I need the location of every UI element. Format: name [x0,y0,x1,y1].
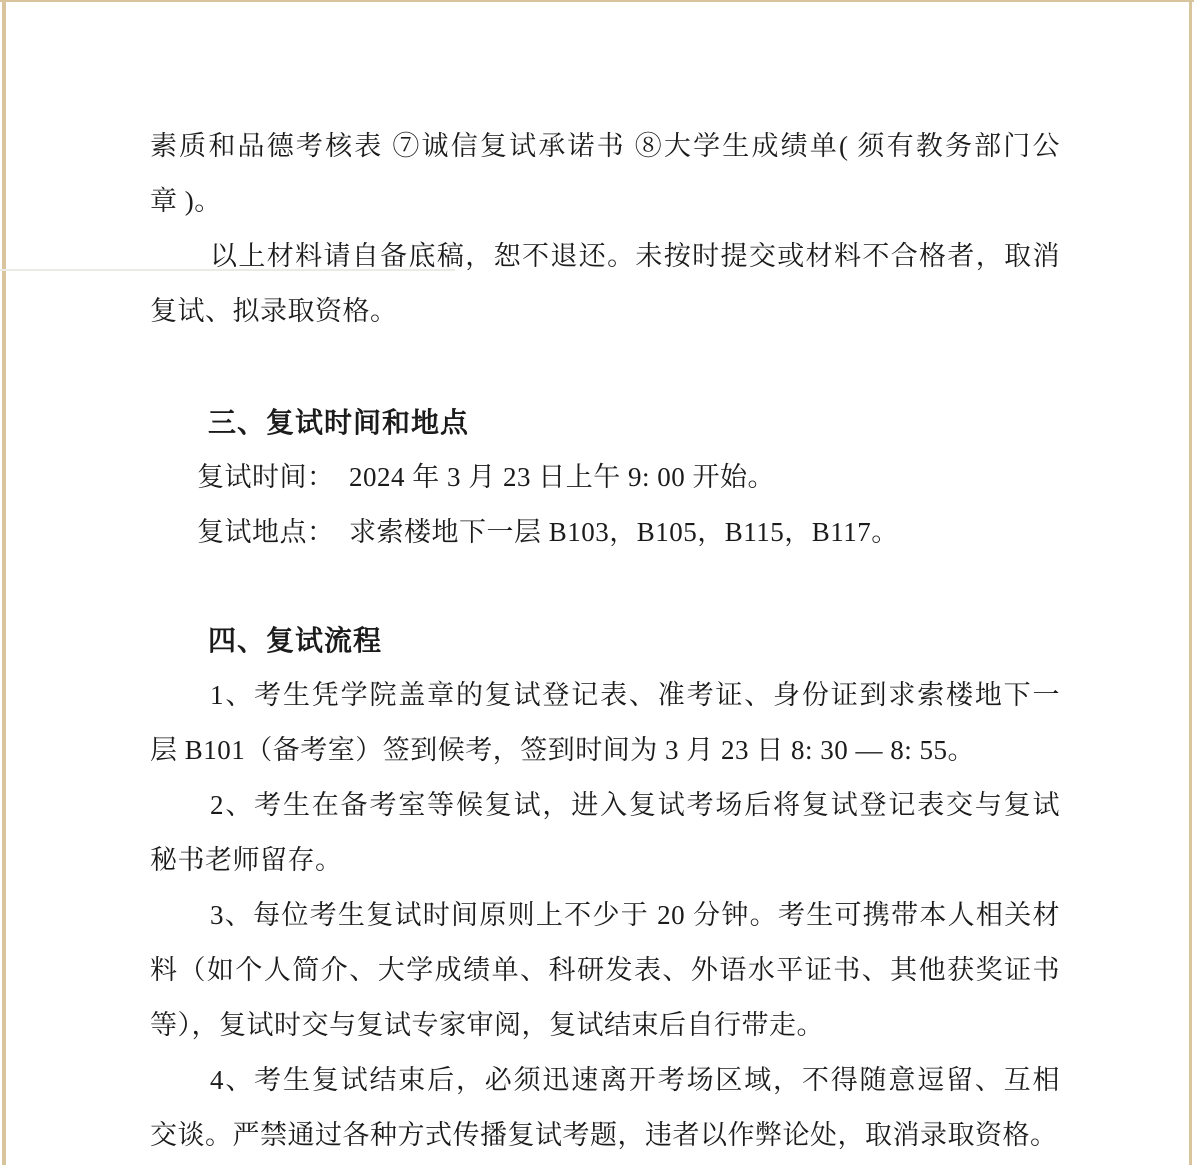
page-edge-right [1189,0,1192,1165]
section-heading-procedure: 四、复试流程 [208,625,383,656]
document-line: 3、每位考生复试时间原则上不少于 20 分钟。考生可携带本人相关材 [210,900,1060,930]
document-line: 料（如个人简介、大学成绩单、科研发表、外语水平证书、其他获奖证书 [150,955,1060,985]
document-line: 素质和品德考核表 ⑦诚信复试承诺书 ⑧大学生成绩单( 须有教务部门公 [150,131,1060,161]
document-line: 交谈。严禁通过各种方式传播复试考题，违者以作弊论处，取消录取资格。 [150,1120,1058,1150]
document-line: 4、考生复试结束后，必须迅速离开考场区域，不得随意逗留、互相 [210,1065,1060,1095]
blank-line [150,339,1060,395]
document-line: 2、考生在备考室等候复试，进入复试考场后将复试登记表交与复试 [210,790,1060,820]
section-heading-time-place: 三、复试时间和地点 [208,407,470,438]
document-line: 以上材料请自备底稿，恕不退还。未按时提交或材料不合格者，取消 [210,241,1060,271]
page-edge-left [2,0,6,1165]
page-edge-top [0,0,1194,2]
document-content [150,119,1060,1163]
interview-time-line: 复试时间： 2024 年 3 月 23 日上午 9: 00 开始。 [197,462,776,492]
blank-line [150,560,1060,613]
document-line: 复试、拟录取资格。 [150,296,398,326]
document-line: 层 B101（备考室）签到候考，签到时间为 3 月 23 日 8: 30 — 8: 55。 [150,735,976,765]
interview-place-line: 复试地点： 求索楼地下一层 B103，B105，B115，B117。 [197,517,899,547]
document-line: 章 )。 [150,186,222,216]
document-line: 秘书老师留存。 [150,845,343,875]
document-line: 1、考生凭学院盖章的复试登记表、准考证、身份证到求索楼地下一 [210,680,1060,710]
document-line: 等），复试时交与复试专家审阅，复试结束后自行带走。 [150,1010,824,1040]
